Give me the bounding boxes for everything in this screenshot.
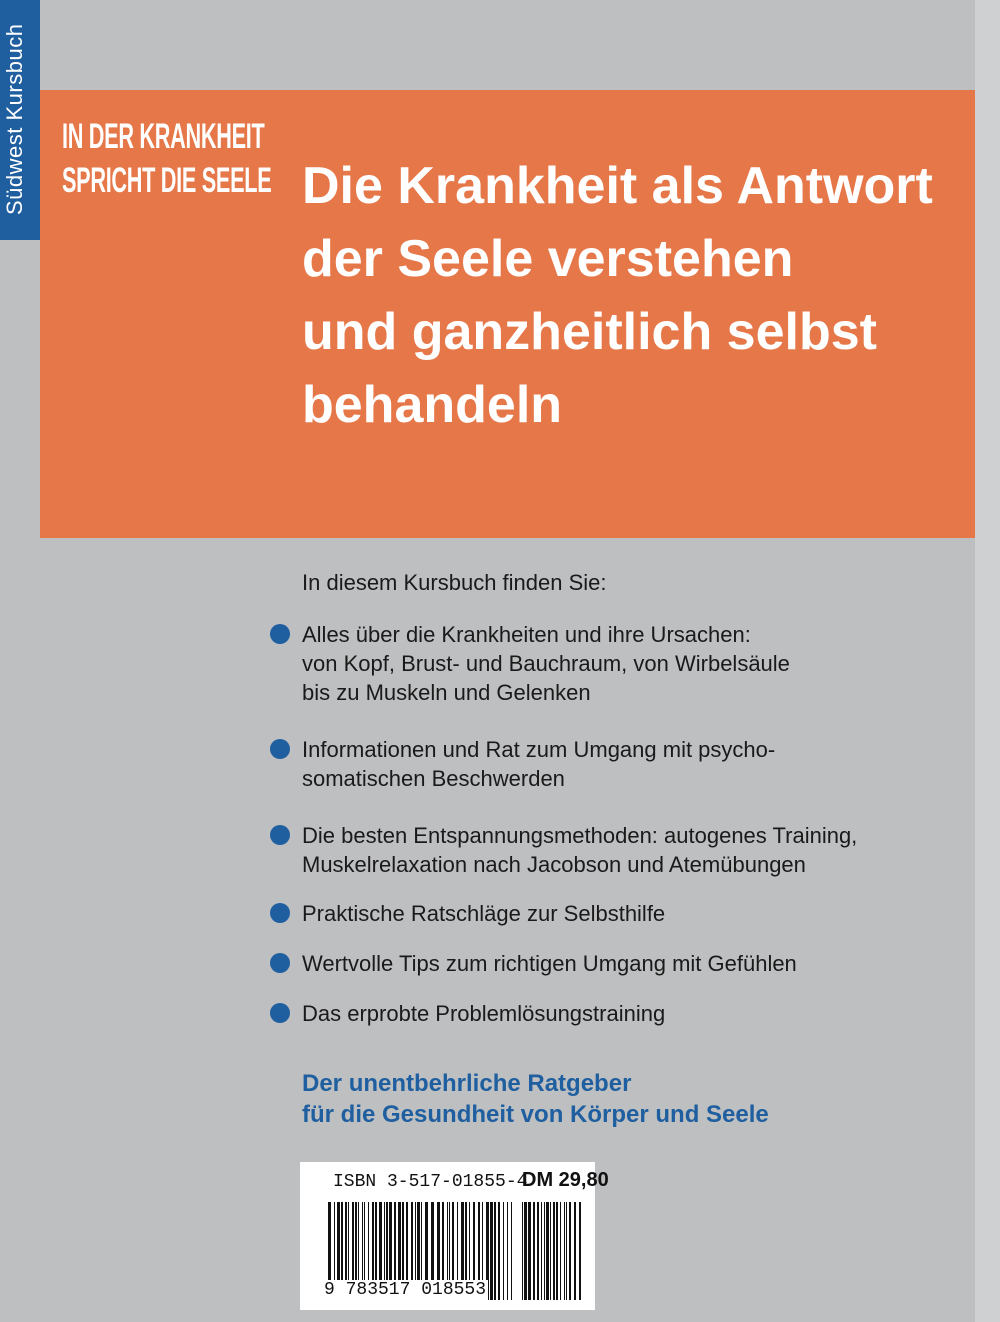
isbn-text: ISBN 3-517-01855-4 (333, 1172, 528, 1192)
series-title-line: SPRICHT DIE SEELE (62, 161, 272, 200)
barcode-label (300, 1162, 609, 1310)
barcode-bar (533, 1202, 535, 1300)
intro-text: In diesem Kursbuch finden Sie: (302, 570, 607, 595)
tagline-line: für die Gesundheit von Körper und Seele (302, 1101, 769, 1128)
feature-line: Muskelrelaxation nach Jacobson und Atemübungen (302, 852, 806, 877)
tagline-line: Der unentbehrliche Ratgeber (302, 1070, 632, 1097)
barcode-bar (550, 1202, 551, 1300)
feature-line: bis zu Muskeln und Gelenken (302, 680, 591, 705)
feature-item (270, 949, 930, 978)
series-title-line: IN DER KRANKHEIT (62, 117, 265, 156)
barcode-bar (511, 1202, 512, 1300)
barcode-bar (503, 1202, 504, 1300)
headline-line: und ganzheitlich selbst (302, 303, 877, 361)
price-barcode (522, 1202, 584, 1300)
feature-line: Das erprobte Problemlösungstraining (302, 1001, 666, 1026)
barcode-bar (556, 1202, 558, 1300)
barcode-bar (544, 1202, 545, 1300)
barcode-bar (498, 1202, 500, 1300)
spine-strip (0, 0, 40, 240)
barcode-bar (494, 1202, 496, 1300)
barcode-bar (560, 1202, 561, 1300)
feature-line: von Kopf, Brust- und Bauchraum, von Wirbelsäule (302, 651, 790, 676)
barcode-bar (524, 1202, 527, 1300)
barcode-bar (553, 1202, 555, 1300)
cover-edge (975, 0, 1000, 1322)
bullet-icon (270, 624, 290, 644)
feature-line: somatischen Beschwerden (302, 766, 565, 791)
feature-item (270, 620, 930, 707)
price-text: DM 29,80 (522, 1169, 609, 1191)
barcode-bar (522, 1202, 523, 1300)
barcode-bar (490, 1202, 493, 1300)
barcode-bar (507, 1202, 508, 1300)
feature-item (270, 821, 930, 879)
feature-item (270, 735, 930, 793)
headline (302, 150, 962, 442)
feature-line: Wertvolle Tips zum richtigen Umgang mit Gefühlen (302, 951, 797, 976)
barcode-bar (574, 1202, 576, 1300)
bullet-icon (270, 825, 290, 845)
barcode-bar (528, 1202, 531, 1300)
headline-line: Die Krankheit als Antwort (302, 157, 933, 215)
feature-line: Die besten Entspannungsmethoden: autogenes Training, (302, 823, 858, 848)
feature-item (270, 899, 930, 928)
bullet-icon (270, 903, 290, 923)
headline-line: behandeln (302, 376, 563, 434)
barcode-bar (564, 1202, 565, 1300)
barcode-bar (537, 1202, 539, 1300)
barcode-bar (579, 1202, 581, 1300)
series-title (62, 115, 271, 203)
bullet-icon (270, 1003, 290, 1023)
feature-line: Praktische Ratschläge zur Selbsthilfe (302, 901, 666, 926)
tagline (302, 1068, 769, 1130)
bullet-icon (270, 739, 290, 759)
bullet-icon (270, 953, 290, 973)
ean-digits: 9 783517 018553 (324, 1280, 487, 1300)
barcode-bar (566, 1202, 567, 1300)
feature-line: Informationen und Rat zum Umgang mit psycho- (302, 737, 776, 762)
barcode-bar (569, 1202, 571, 1300)
spine-label: Südwest Kursbuch (2, 23, 27, 215)
headline-line: der Seele verstehen (302, 230, 794, 288)
feature-list (270, 620, 930, 1028)
feature-item (270, 999, 930, 1028)
barcode-bar (546, 1202, 549, 1300)
barcode-bar (541, 1202, 542, 1300)
feature-line: Alles über die Krankheiten und ihre Ursachen: (302, 622, 751, 647)
